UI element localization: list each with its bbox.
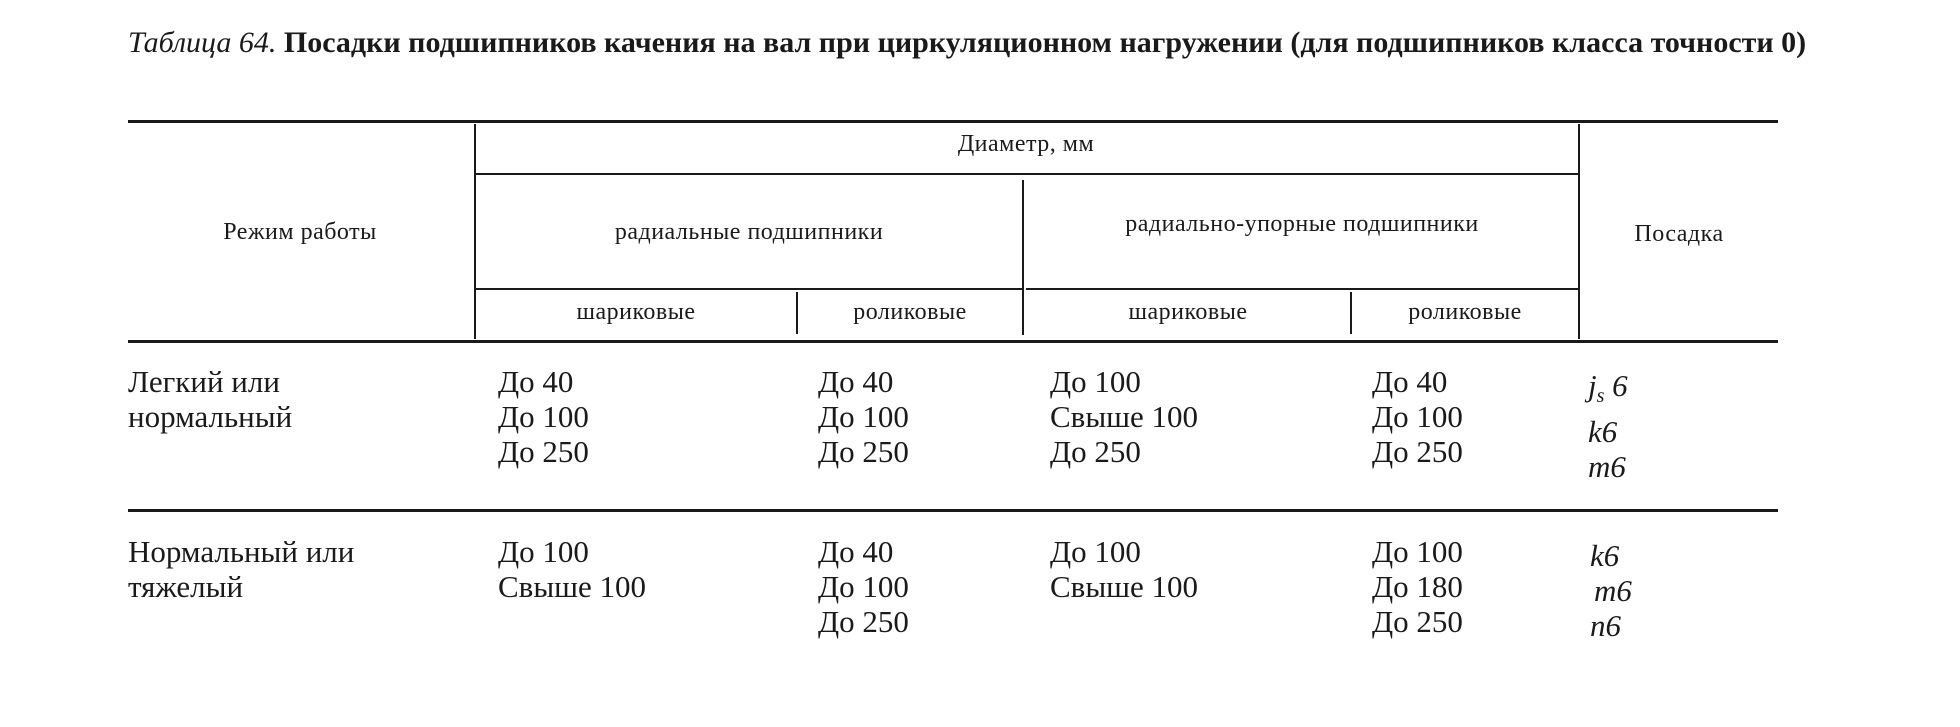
diameter-value: До 180 <box>1372 569 1463 604</box>
fit-letter: j <box>1588 368 1597 403</box>
header-thrust-roller: роликовые <box>1408 299 1522 325</box>
mode-line: тяжелый <box>128 569 244 604</box>
row-1-radial-roller <box>818 364 909 469</box>
diameter-value: До 100 <box>818 569 909 604</box>
mode-line: нормальный <box>128 399 293 434</box>
table-caption <box>128 24 1808 62</box>
diameter-value: До 100 <box>818 399 909 434</box>
thrust-subheader-rule <box>1026 288 1578 290</box>
diameter-value: До 250 <box>1372 434 1463 469</box>
diameter-value: До 40 <box>818 534 894 569</box>
fit-value: k6 <box>1588 414 1618 449</box>
row-2-radial-roller <box>818 534 909 639</box>
row-1-mode <box>128 364 292 434</box>
row-2-radial-ball <box>498 534 646 604</box>
header-thrust-ball: шариковые <box>1128 299 1248 325</box>
table-top-rule <box>128 120 1778 123</box>
header-radial-ball: шариковые <box>576 299 696 325</box>
fit-grade: 6 <box>1604 368 1628 403</box>
diameter-value: Свыше 100 <box>1050 569 1199 604</box>
diameter-value: До 40 <box>1372 364 1448 399</box>
fit-value: m6 <box>1594 573 1632 608</box>
diameter-value: До 100 <box>1372 399 1463 434</box>
header-bottom-rule <box>128 340 1778 343</box>
diameter-value: До 250 <box>498 434 589 469</box>
row-separator-rule <box>128 509 1778 512</box>
diameter-value: До 40 <box>818 364 894 399</box>
diameter-rule <box>476 173 1578 175</box>
row-1-thrust-ball <box>1050 364 1198 469</box>
diameter-value: До 100 <box>498 399 589 434</box>
diameter-value: До 40 <box>498 364 574 399</box>
row-1-fit <box>1588 368 1628 484</box>
diameter-value: До 250 <box>818 604 909 639</box>
row-1-radial-ball <box>498 364 589 469</box>
mode-line: Легкий или <box>128 364 280 399</box>
diameter-value: До 250 <box>1372 604 1463 639</box>
diameter-value: Свыше 100 <box>1050 399 1199 434</box>
row-2-fit <box>1590 538 1632 643</box>
diameter-value: До 100 <box>498 534 589 569</box>
diameter-value: Свыше 100 <box>498 569 647 604</box>
header-radial-roller: роликовые <box>853 299 967 325</box>
bearing-type-divider <box>1022 180 1024 335</box>
header-fit: Посадка <box>1634 221 1724 247</box>
row-2-thrust-ball <box>1050 534 1198 604</box>
radial-subheader-rule <box>476 288 1022 290</box>
fit-value: m6 <box>1588 449 1626 484</box>
diameter-value: До 250 <box>818 434 909 469</box>
diameter-value: До 100 <box>1372 534 1463 569</box>
header-mode: Режим работы <box>223 219 377 245</box>
header-radial-thrust: радиально-упорные подшипники <box>1125 211 1479 237</box>
diameter-value: До 250 <box>1050 434 1141 469</box>
row-2-thrust-roller <box>1372 534 1463 639</box>
header-radial: радиальные подшипники <box>614 219 884 245</box>
row-1-thrust-roller <box>1372 364 1463 469</box>
mode-line: Нормальный или <box>128 534 355 569</box>
fit-value: n6 <box>1590 608 1621 643</box>
table-number: Таблица 64. <box>128 26 277 59</box>
diameter-value: До 100 <box>1050 534 1141 569</box>
table-title: Посадки подшипников качения на вал при циркуляционном нагружении (для подшипников класса точности 0) <box>283 26 1807 59</box>
fit-value <box>1588 368 1628 414</box>
header-diameter: Диаметр, мм <box>957 131 1095 157</box>
fit-value: k6 <box>1590 538 1620 573</box>
fit-subscript: s <box>1596 385 1605 407</box>
diameter-value: До 100 <box>1050 364 1141 399</box>
row-2-mode <box>128 534 354 604</box>
